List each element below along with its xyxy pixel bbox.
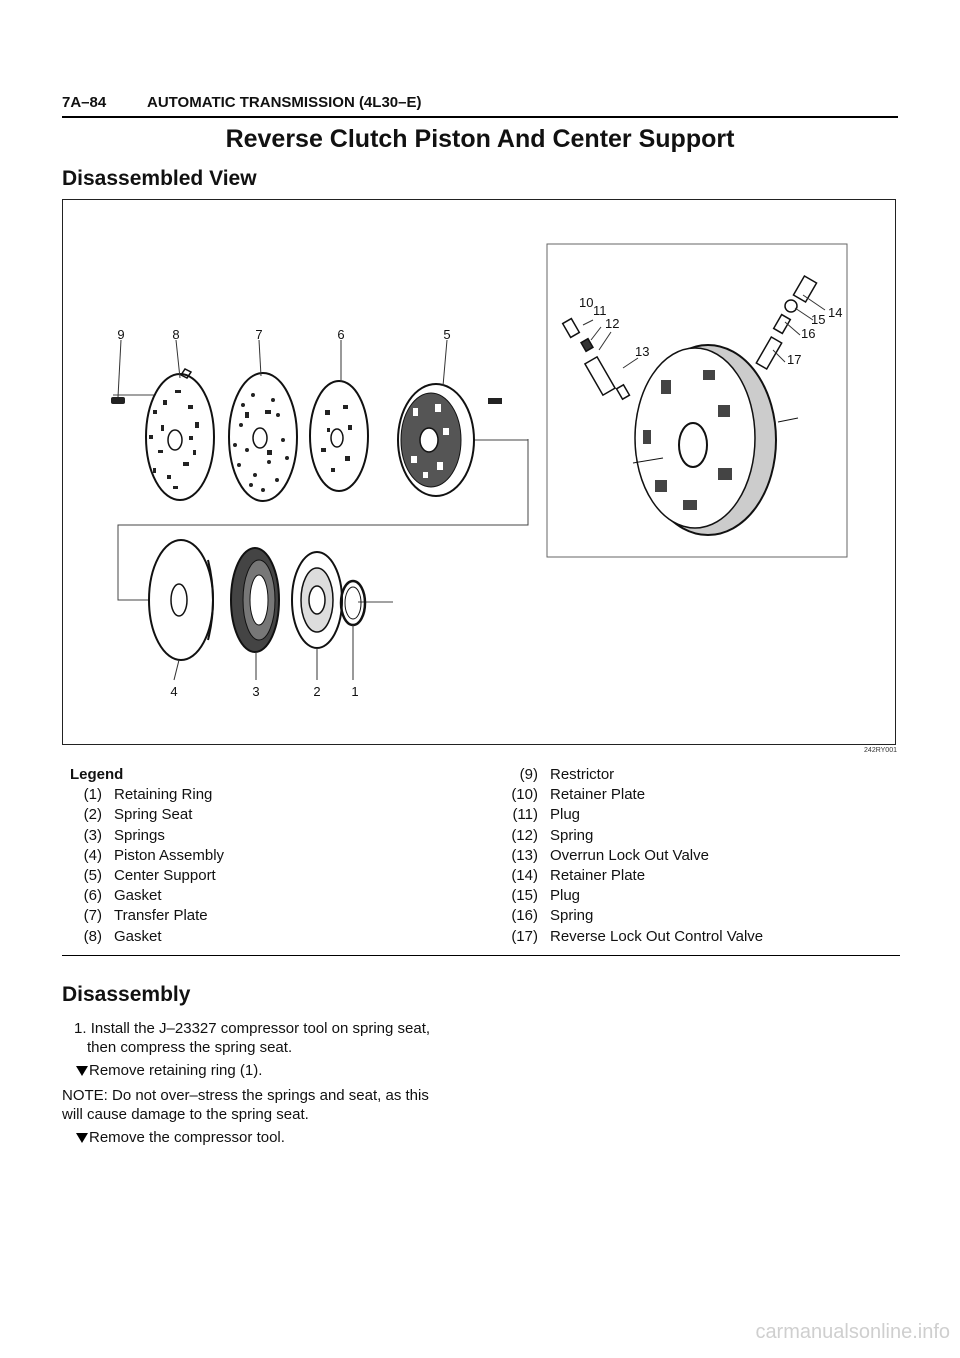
callout-4: 4 — [170, 684, 178, 699]
legend-number: (15) — [511, 887, 538, 905]
legend-label: Restrictor — [550, 766, 615, 783]
springs-part — [231, 548, 279, 652]
step-number: 1. — [74, 1020, 87, 1037]
figure-id: 242RY001 — [864, 747, 897, 754]
legend-item — [70, 785, 224, 805]
legend-item — [496, 846, 763, 866]
callout-8: 8 — [172, 327, 180, 342]
chapter-title: AUTOMATIC TRANSMISSION (4L30–E) — [147, 94, 422, 111]
legend-label: Gasket — [114, 887, 162, 905]
legend-item — [496, 906, 763, 926]
step-1 — [62, 1019, 472, 1057]
legend-label: Spring — [550, 907, 594, 925]
disassembly-heading: Disassembly — [62, 983, 191, 1006]
legend-number: (16) — [511, 907, 538, 925]
legend-label: Transfer Plate — [114, 907, 208, 925]
transfer-plate-part — [229, 373, 297, 501]
step-text-line2: then compress the spring seat. — [87, 1039, 293, 1056]
callout-12: 12 — [605, 316, 620, 331]
callout-15: 15 — [811, 312, 826, 327]
legend-number: (9) — [519, 766, 538, 783]
legend-item — [496, 805, 763, 825]
legend-item — [496, 886, 763, 906]
legend-item — [70, 886, 224, 906]
legend-item — [496, 927, 763, 947]
legend-item — [70, 906, 224, 926]
legend-label: Plug — [550, 887, 581, 905]
page-title: Reverse Clutch Piston And Center Support — [225, 125, 735, 153]
callout-6: 6 — [337, 327, 345, 342]
legend-number: (14) — [511, 867, 538, 885]
bullet-item — [62, 1061, 472, 1080]
legend-item — [70, 826, 224, 846]
section-divider — [62, 955, 900, 956]
legend-item — [496, 765, 763, 785]
callout-11: 11 — [593, 303, 607, 318]
bullet-text: Remove retaining ring (1). — [89, 1062, 263, 1079]
bullet-item — [62, 1128, 472, 1147]
watermark: carmanualsonline.info — [755, 1321, 950, 1343]
callout-2: 2 — [313, 684, 321, 699]
legend-label: Overrun Lock Out Valve — [550, 846, 709, 864]
legend-label: Retaining Ring — [114, 786, 213, 804]
legend-left-column — [70, 765, 224, 947]
legend-item — [496, 785, 763, 805]
legend-label: Gasket — [114, 927, 162, 945]
page-header — [62, 92, 898, 118]
legend-number: (7) — [83, 907, 102, 925]
legend-number: (17) — [511, 927, 538, 945]
exploded-view-figure — [62, 199, 896, 745]
legend-number: (8) — [83, 927, 102, 945]
note-line1: NOTE: Do not over–stress the springs and seat, as this — [62, 1087, 429, 1104]
piston-assembly-part — [149, 540, 213, 660]
callout-7: 7 — [255, 327, 263, 342]
legend-label: Retainer Plate — [550, 867, 646, 885]
exploded-view-illustration — [63, 200, 897, 746]
legend-number: (1) — [83, 786, 102, 804]
note — [62, 1086, 472, 1124]
callout-5: 5 — [443, 327, 451, 342]
triangle-bullet-icon — [76, 1066, 88, 1076]
legend-number: (13) — [511, 846, 538, 864]
callout-3: 3 — [252, 684, 260, 699]
legend-number: (6) — [83, 887, 102, 905]
callout-13: 13 — [635, 344, 650, 359]
legend-label: Spring Seat — [114, 806, 193, 824]
section-subtitle: Disassembled View — [62, 167, 257, 190]
legend-title: Legend — [70, 766, 124, 783]
legend-label: Reverse Lock Out Control Valve — [550, 927, 764, 945]
legend-item — [70, 866, 224, 886]
legend-number: (4) — [83, 846, 102, 864]
legend-item — [70, 805, 224, 825]
step-text-line1: Install the J–23327 compressor tool on spring seat, — [90, 1020, 431, 1037]
legend-label: Retainer Plate — [550, 786, 646, 804]
legend-label: Center Support — [114, 867, 216, 885]
legend-number: (3) — [83, 826, 102, 844]
legend-number: (5) — [83, 867, 102, 885]
callout-9: 9 — [117, 327, 125, 342]
bullet-text: Remove the compressor tool. — [89, 1129, 285, 1146]
restrictor-part — [111, 397, 125, 404]
legend-number: (10) — [511, 786, 538, 804]
legend-label: Spring — [550, 826, 594, 844]
legend-item — [496, 866, 763, 886]
callout-14: 14 — [828, 305, 843, 320]
legend-item — [496, 826, 763, 846]
legend-number: (12) — [511, 826, 538, 844]
triangle-bullet-icon — [76, 1133, 88, 1143]
legend-item — [70, 927, 224, 947]
spring-seat-part — [292, 552, 342, 648]
legend-label: Springs — [114, 826, 165, 844]
legend-right-column — [496, 765, 763, 947]
disassembly-body — [62, 1019, 472, 1147]
gasket-8-part — [146, 369, 214, 500]
legend-item — [70, 846, 224, 866]
gasket-6-part — [310, 381, 368, 491]
callout-17: 17 — [787, 352, 802, 367]
legend-number: (11) — [512, 806, 538, 824]
note-line2: will cause damage to the spring seat. — [62, 1106, 309, 1123]
legend-number: (2) — [83, 806, 102, 824]
callout-16: 16 — [801, 326, 816, 341]
legend-label: Piston Assembly — [114, 846, 225, 864]
inset-center-support-part — [633, 345, 798, 535]
callout-1: 1 — [351, 684, 359, 699]
callout-10: 10 — [579, 295, 594, 310]
page-number: 7A–84 — [62, 94, 107, 111]
legend-label: Plug — [550, 806, 581, 824]
retaining-ring-part — [341, 581, 365, 625]
